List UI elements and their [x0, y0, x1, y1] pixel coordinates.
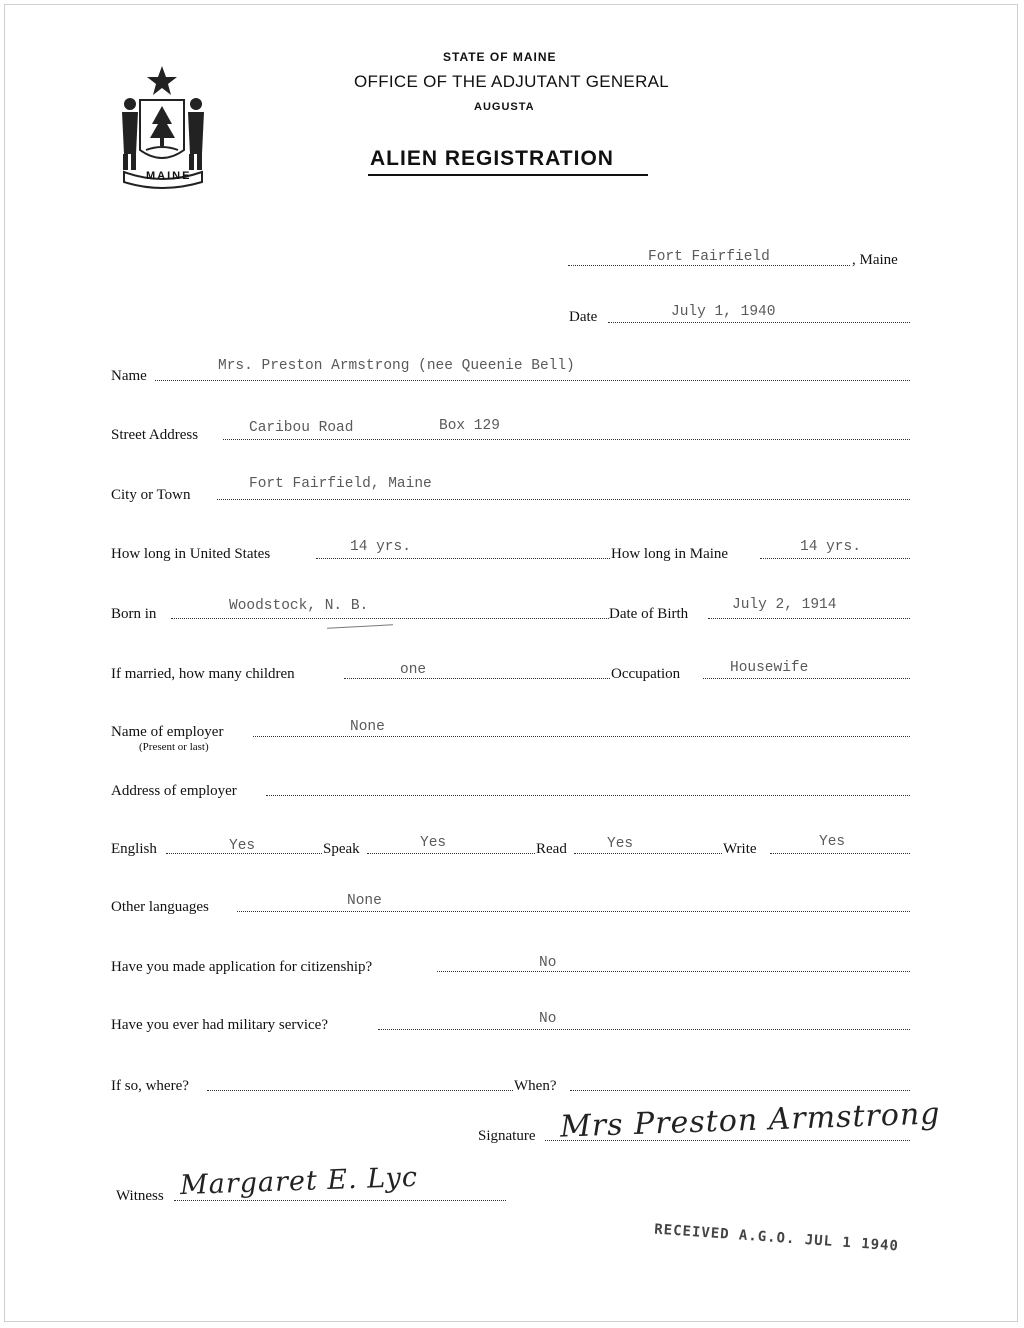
- date-value: July 1, 1940: [671, 304, 776, 320]
- street-box-value: Box 129: [439, 418, 500, 434]
- read-value: Yes: [607, 836, 634, 852]
- street-label: Street Address: [111, 427, 199, 443]
- occupation-value: Housewife: [730, 660, 809, 676]
- town-value: Fort Fairfield: [648, 249, 770, 265]
- city-label: City or Town: [111, 487, 191, 503]
- title-underline: [368, 174, 648, 176]
- maine-suffix: , Maine: [852, 252, 898, 268]
- page-title: ALIEN REGISTRATION: [370, 147, 614, 170]
- speak-label: Speak: [323, 841, 360, 857]
- employer-note: (Present or last): [139, 741, 209, 753]
- english-label: English: [111, 841, 157, 857]
- state-seal: [110, 62, 220, 190]
- header-city: AUGUSTA: [474, 101, 535, 113]
- dob-label: Date of Birth: [609, 606, 689, 622]
- us-time-value: 14 yrs.: [350, 539, 411, 555]
- occupation-label: Occupation: [611, 666, 681, 682]
- header-state: STATE OF MAINE: [443, 50, 557, 64]
- dob-value: July 2, 1914: [732, 597, 837, 613]
- street-value: Caribou Road: [249, 420, 354, 436]
- write-value: Yes: [819, 834, 846, 850]
- other-lang-value: None: [347, 893, 382, 909]
- children-label: If married, how many children: [111, 666, 295, 682]
- speak-value: Yes: [420, 835, 447, 851]
- us-time-label: How long in United States: [111, 546, 271, 562]
- date-label: Date: [569, 309, 598, 325]
- other-lang-label: Other languages: [111, 899, 209, 915]
- employer-label: Name of employer: [111, 724, 224, 740]
- header-office: OFFICE OF THE ADJUTANT GENERAL: [354, 72, 670, 91]
- city-value: Fort Fairfield, Maine: [249, 476, 432, 492]
- citizenship-value: No: [539, 955, 557, 971]
- military-label: Have you ever had military service?: [111, 1017, 328, 1033]
- name-value: Mrs. Preston Armstrong (nee Queenie Bell): [218, 358, 575, 374]
- employer-value: None: [350, 719, 385, 735]
- born-label: Born in: [111, 606, 157, 622]
- witness-value: Margaret E. Lyc: [179, 1161, 419, 1202]
- born-value: Woodstock, N. B.: [229, 598, 369, 614]
- children-value: one: [400, 662, 427, 678]
- employer-address-label: Address of employer: [111, 783, 237, 799]
- me-time-value: 14 yrs.: [800, 539, 861, 555]
- read-label: Read: [536, 841, 567, 857]
- received-stamp: RECEIVED A.G.O. JUL 1 1940: [653, 1221, 900, 1255]
- name-label: Name: [111, 368, 147, 384]
- citizenship-label: Have you made application for citizenship?: [111, 959, 373, 975]
- write-label: Write: [723, 841, 757, 857]
- witness-label: Witness: [116, 1188, 164, 1204]
- seal-text: MAINE: [146, 170, 192, 182]
- signature-value: Mrs Preston Armstrong: [559, 1096, 941, 1145]
- where-label: If so, where?: [111, 1078, 189, 1094]
- military-value: No: [539, 1011, 557, 1027]
- signature-label: Signature: [478, 1128, 536, 1144]
- english-value: Yes: [229, 838, 256, 854]
- me-time-label: How long in Maine: [611, 546, 729, 562]
- when-label: When?: [514, 1078, 557, 1094]
